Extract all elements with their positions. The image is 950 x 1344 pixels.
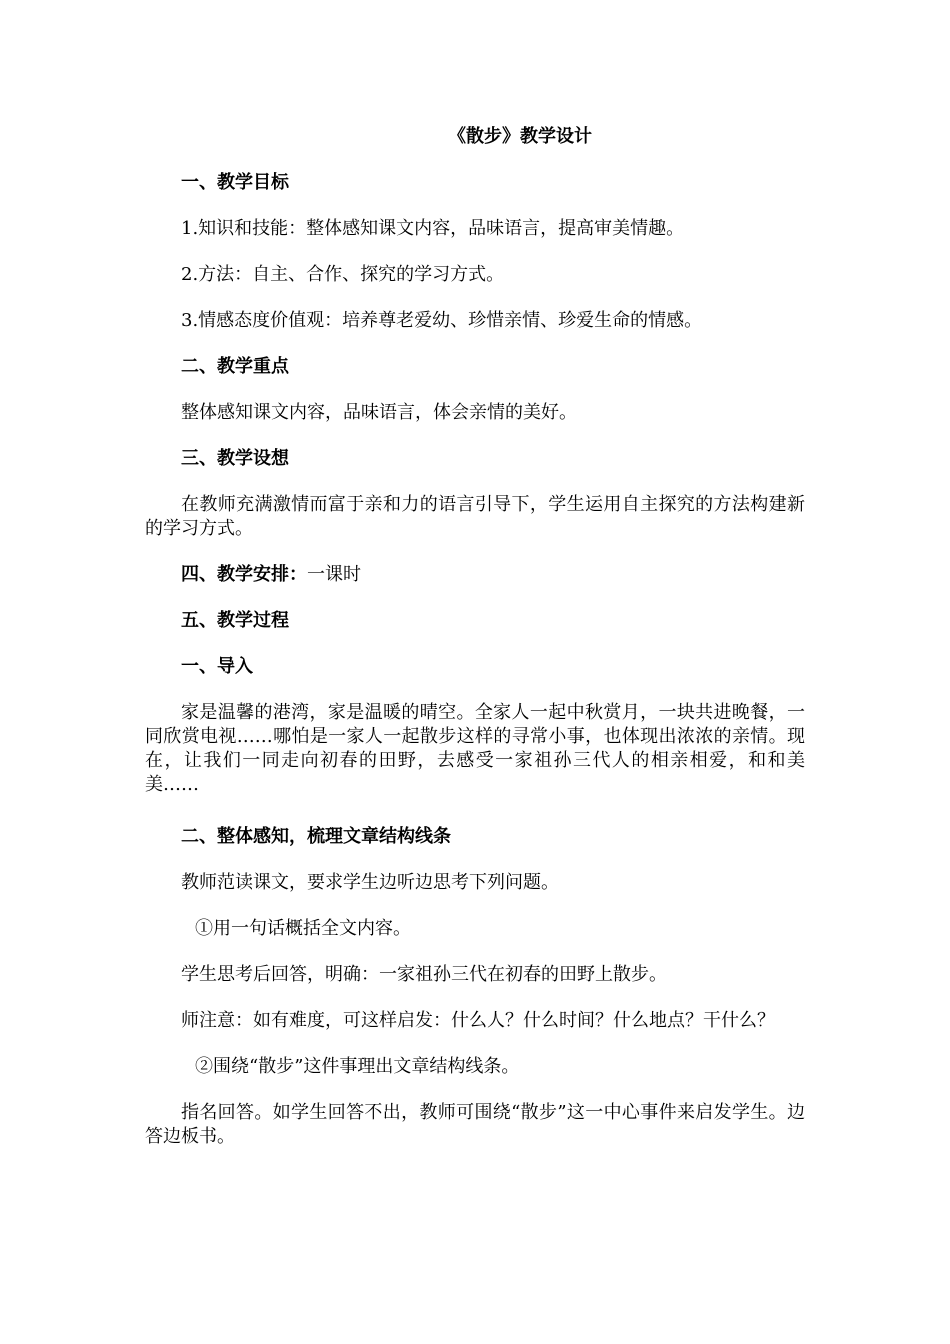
schedule-line xyxy=(145,563,805,587)
subsection-heading-overview: 二、整体感知，梳理文章结构线条 xyxy=(181,826,451,847)
intro-text: 家是温馨的港湾，家是温暖的晴空。全家人一起中秋赏月，一块共进晚餐，一同欣赏电视……哪怕是一家人一起散步这样的寻常小事，也体现出浓浓的亲情。现在，让我们一同走向初春的田野，去感受一家祖孙三代人的相亲相爱，和和美美…… xyxy=(145,702,805,795)
subsection-heading-intro: 一、导入 xyxy=(181,656,253,677)
schedule-label: 四、教学安排： xyxy=(181,564,307,585)
section-heading-goals: 一、教学目标 xyxy=(181,172,289,193)
goal-item-2: 2.方法：自主、合作、探究的学习方式。 xyxy=(181,264,505,285)
keypoints-text: 整体感知课文内容，品味语言，体会亲情的美好。 xyxy=(181,402,577,423)
section-heading-keypoints: 二、教学重点 xyxy=(181,356,289,377)
answer-1: 学生思考后回答，明确：一家祖孙三代在初春的田野上散步。 xyxy=(181,964,667,985)
goal-item-1: 1.知识和技能：整体感知课文内容，品味语言，提高审美情趣。 xyxy=(181,218,685,239)
document-title: 《散步》教学设计 xyxy=(448,126,592,147)
schedule-value: 一课时 xyxy=(307,564,361,585)
overview-text-1: 教师范读课文，要求学生边听边思考下列问题。 xyxy=(181,872,559,893)
answer-2: 指名回答。如学生回答不出，教师可围绕“散步”这一中心事件来启发学生。边答边板书。 xyxy=(145,1102,805,1147)
section-heading-concept: 三、教学设想 xyxy=(181,448,289,469)
document-body xyxy=(145,125,805,1171)
concept-text: 在教师充满激情而富于亲和力的语言引导下，学生运用自主探究的方法构建新的学习方式。 xyxy=(145,494,805,539)
teacher-note-1: 师注意：如有难度，可这样启发：什么人？什么时间？什么地点？干什么？ xyxy=(181,1010,775,1031)
question-1: ①用一句话概括全文内容。 xyxy=(195,918,411,939)
section-heading-process: 五、教学过程 xyxy=(181,610,289,631)
question-2: ②围绕“散步”这件事理出文章结构线条。 xyxy=(195,1056,520,1077)
goal-item-3: 3.情感态度价值观：培养尊老爱幼、珍惜亲情、珍爱生命的情感。 xyxy=(181,310,703,331)
